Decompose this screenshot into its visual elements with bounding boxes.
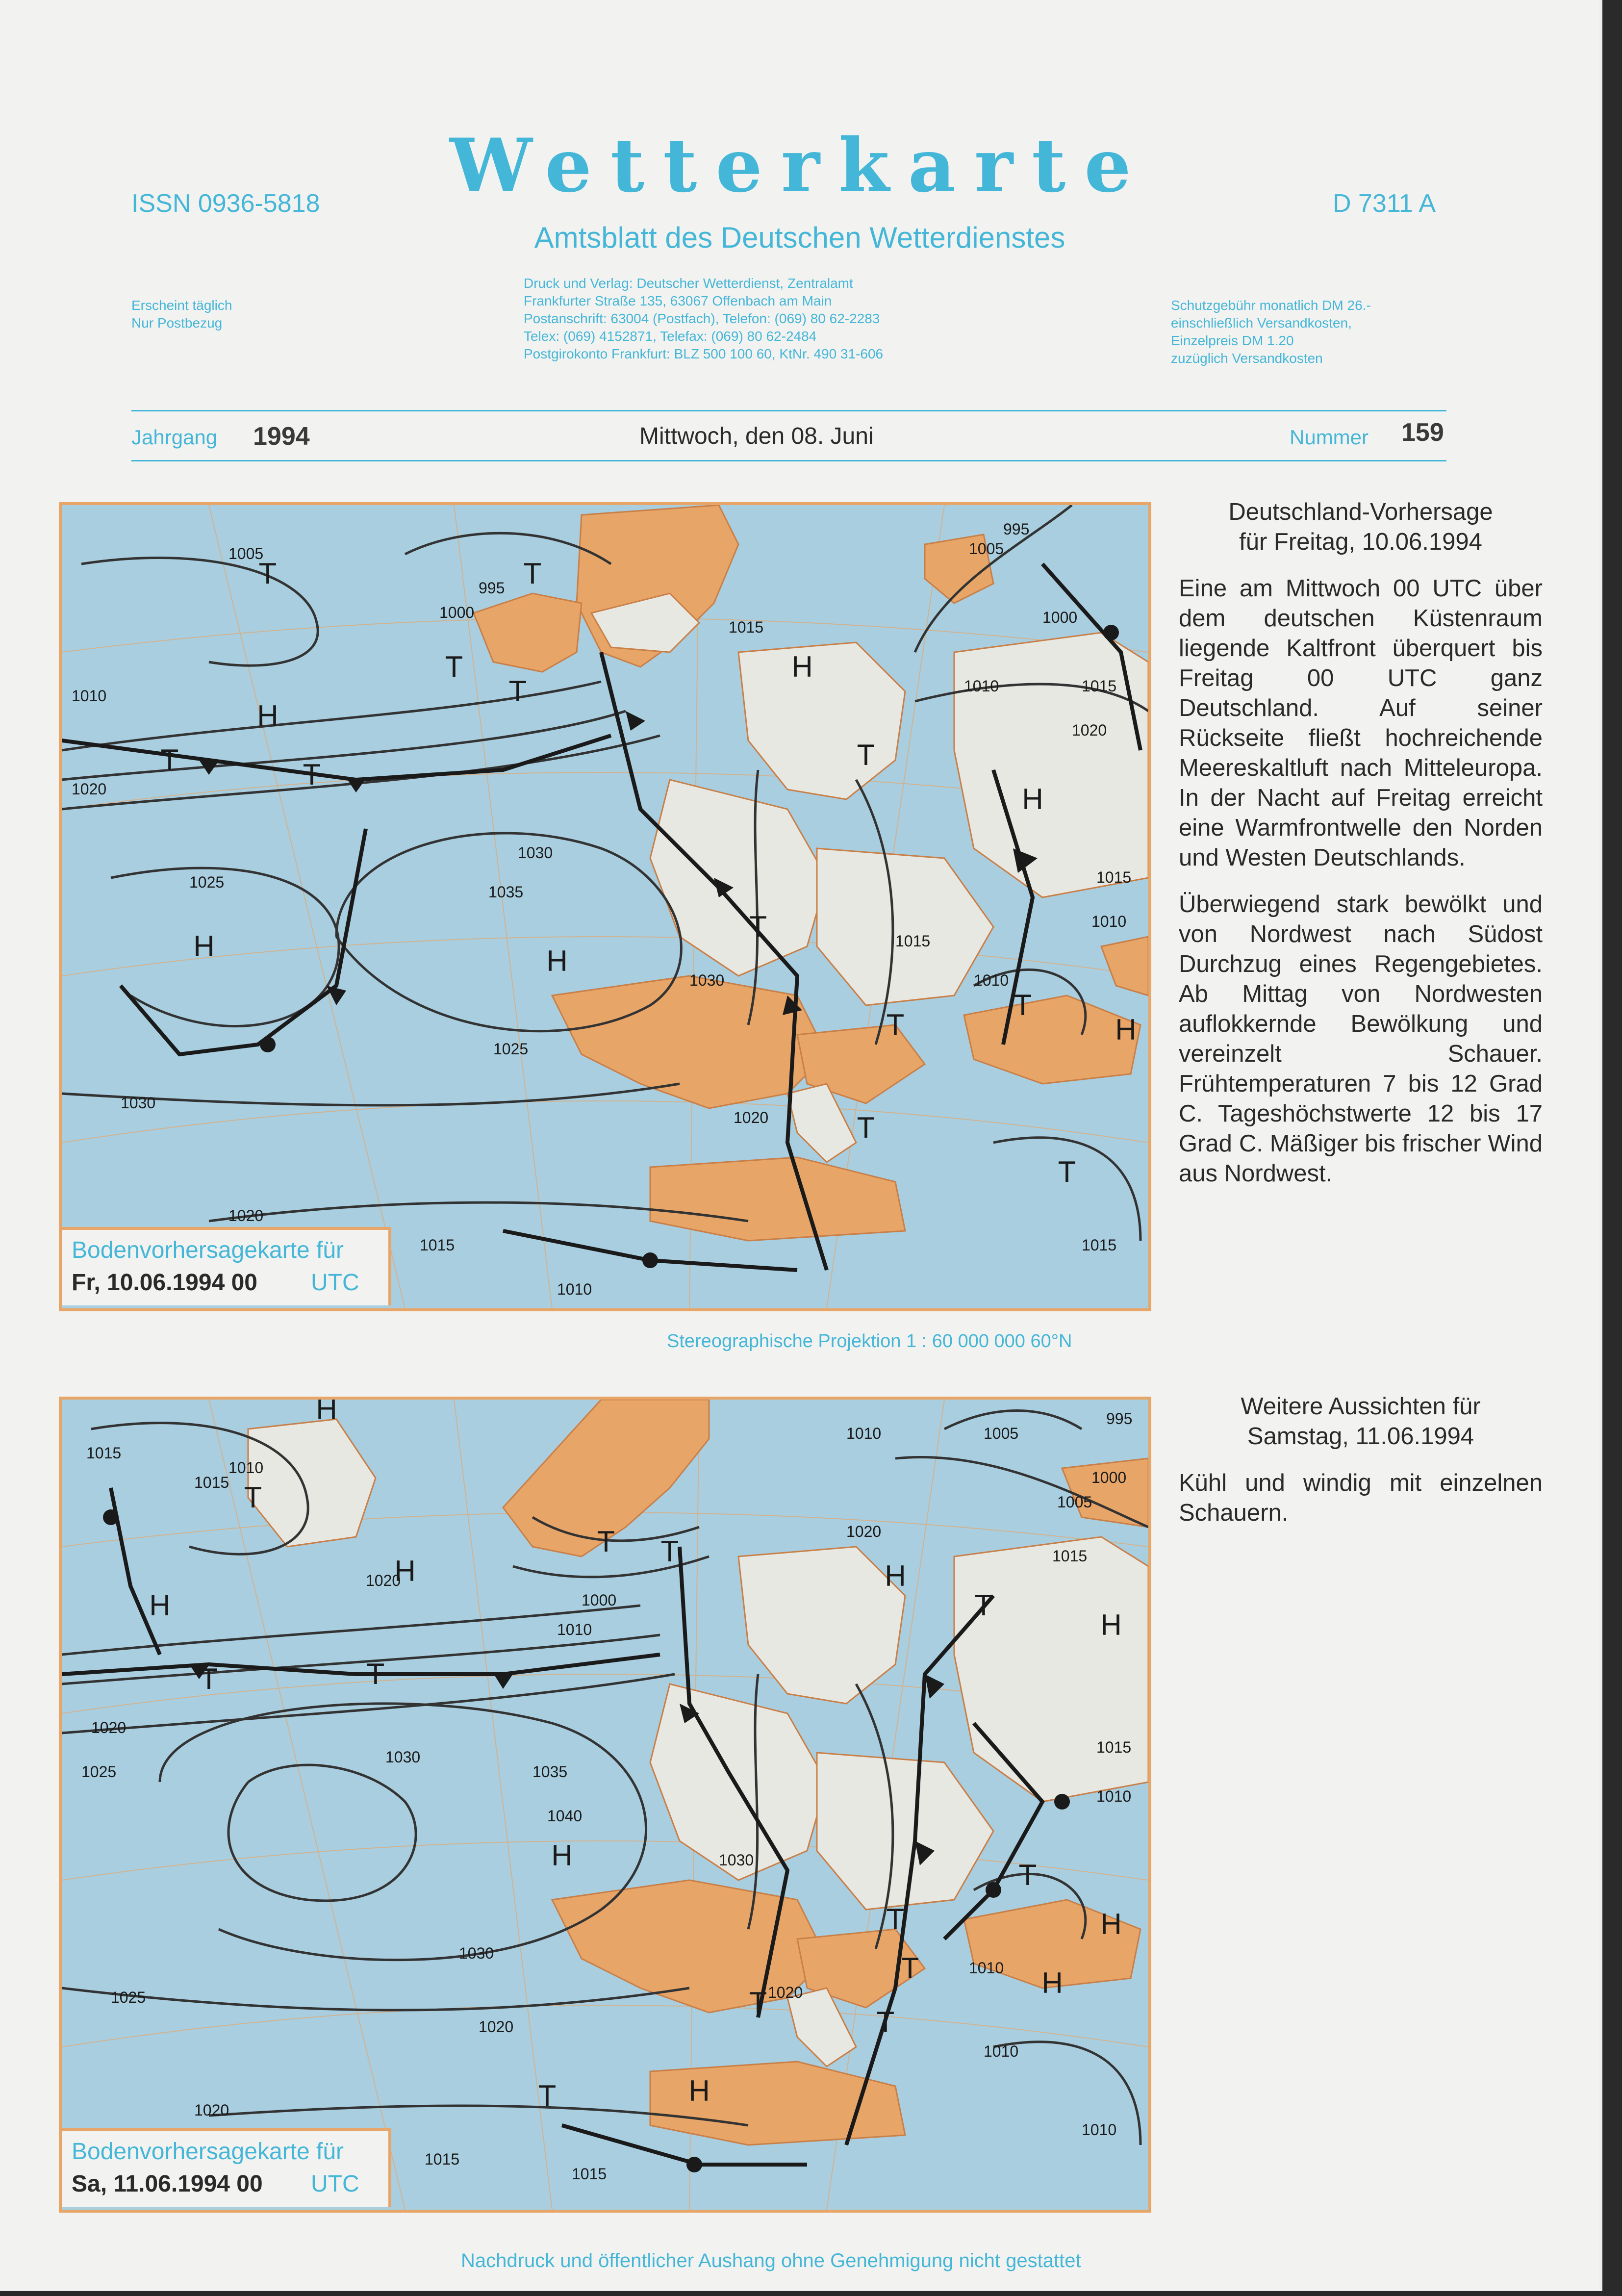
projection-note: Stereographische Projektion 1 : 60 000 000 60°N <box>667 1331 1072 1352</box>
map1-high: H <box>257 699 279 732</box>
isobar-label: 1005 <box>228 545 264 562</box>
isobar-label: 1010 <box>72 687 107 705</box>
scan-edge-bottom <box>0 2291 1622 2296</box>
map1-low: T <box>508 675 527 708</box>
nummer-label: Nummer <box>1290 426 1369 449</box>
publisher-line: Telex: (069) 4152871, Telefax: (069) 80 62-2484 <box>524 329 817 344</box>
map-caption-friday <box>62 1227 391 1305</box>
isobar-label: 1030 <box>121 1094 156 1112</box>
isobar-label: 1025 <box>493 1040 529 1058</box>
map1-high: H <box>1022 783 1043 816</box>
isobar-label: 1025 <box>81 1763 117 1781</box>
map1-high: H <box>791 650 813 683</box>
isobar-label: 1015 <box>425 2150 460 2168</box>
header-rule-top <box>131 410 1446 411</box>
map1-low: T <box>303 758 321 791</box>
map2-high: H <box>316 1400 337 1426</box>
map-drawing <box>62 1400 1148 2210</box>
map-caption-title: Bodenvorhersagekarte für <box>72 2139 344 2165</box>
isobar-label: 1030 <box>518 844 553 862</box>
isobar-label: 995 <box>1106 1410 1133 1428</box>
isobar-label: 1010 <box>1091 913 1127 930</box>
isobar-label: 995 <box>479 579 505 597</box>
isobar-label: 995 <box>1003 520 1030 538</box>
nummer-value: 159 <box>1401 418 1444 447</box>
masthead-subtitle: Amtsblatt des Deutschen Wetterdienstes <box>534 221 1065 254</box>
isobar-label: 1030 <box>689 971 725 989</box>
isobar-label: 1020 <box>194 2101 229 2119</box>
isobar-label: 1015 <box>1096 868 1132 886</box>
map2-low: T <box>974 1589 993 1622</box>
isobar-label: 1000 <box>582 1591 617 1609</box>
isobar-label: 1020 <box>846 1523 882 1540</box>
isobar-label: 1020 <box>366 1572 401 1589</box>
isobar-label: 1030 <box>385 1748 421 1766</box>
isobar-label: 1015 <box>1096 1738 1132 1756</box>
publisher-line: Postgirokonto Frankfurt: BLZ 500 100 60, KtNr. 490 31-606 <box>524 346 884 361</box>
map2-low: T <box>749 1986 767 2019</box>
scan-edge-right <box>1602 0 1622 2296</box>
map2-low: T <box>876 2006 895 2039</box>
map2-high: H <box>1100 1908 1122 1940</box>
isobar-label: 1010 <box>984 2042 1019 2060</box>
map2-low: T <box>538 2079 557 2112</box>
isobar-label: 1010 <box>1082 2121 1117 2139</box>
forecast-heading-line1: Deutschland-Vorhersage <box>1228 499 1493 525</box>
issn-number: ISSN 0936-5818 <box>131 189 320 218</box>
map1-low: T <box>857 739 875 771</box>
forecast-map-friday <box>59 502 1151 1311</box>
map2-low: T <box>244 1481 262 1514</box>
map1-low: T <box>160 743 179 776</box>
forecast-paragraph: Eine am Mittwoch 00 UTC über dem deutschen Küstenraum liegende Kaltfront überquert bis Freitag 00 UTC ganz Deutschland. Auf seiner Rückseite fließt hochreichende Meereskaltluft nach Mitteleuropa. In der Nacht auf Freitag erreicht eine Warmfrontwelle den Norden und Westen Deutschlands. <box>1179 575 1543 871</box>
map-caption-utc: UTC <box>311 2171 359 2197</box>
map2-high: H <box>1100 1608 1122 1641</box>
fee-line: einschließlich Versandkosten, <box>1171 315 1352 331</box>
isobar-label: 1035 <box>532 1763 568 1781</box>
isobar-label: 1010 <box>964 677 999 695</box>
distribution-line: Erscheint täglich <box>131 298 232 313</box>
map1-high: H <box>546 944 568 977</box>
map-caption-date: Sa, 11.06.1994 00 <box>72 2171 263 2197</box>
isobar-label: 1015 <box>420 1236 455 1254</box>
isobar-label: 1020 <box>91 1719 127 1736</box>
isobar-label: 1015 <box>1052 1547 1088 1565</box>
publisher-block <box>524 275 883 363</box>
isobar-label: 1010 <box>974 971 1009 989</box>
map1-high: H <box>193 930 215 963</box>
outlook-column <box>1179 1392 1543 1528</box>
map-caption-title: Bodenvorhersagekarte für <box>72 1237 344 1263</box>
distribution-note <box>131 297 232 332</box>
map1-low: T <box>857 1111 875 1144</box>
reprint-notice: Nachdruck und öffentlicher Aushang ohne Genehmigung nicht gestattet <box>461 2250 1081 2271</box>
isobar-label: 1015 <box>86 1444 122 1462</box>
map2-high: H <box>149 1589 171 1622</box>
map-caption-saturday <box>62 2128 391 2207</box>
isobar-label: 1025 <box>111 1989 146 2006</box>
isobar-label: 1010 <box>228 1459 264 1477</box>
map2-high: H <box>885 1559 906 1592</box>
map2-low: T <box>886 1903 905 1936</box>
isobar-label: 1005 <box>984 1425 1019 1442</box>
isobar-label: 1020 <box>768 1984 803 2001</box>
isobar-label: 1015 <box>895 932 931 950</box>
fee-line: Einzelpreis DM 1.20 <box>1171 333 1294 348</box>
isobar-label: 1000 <box>439 604 475 621</box>
map1-low: T <box>445 650 463 683</box>
outlook-text: Kühl und windig mit einzelnen Schauern. <box>1179 1470 1543 1526</box>
map2-low: T <box>1018 1859 1037 1891</box>
isobar-label: 1015 <box>1082 677 1117 695</box>
isobar-label: 1000 <box>1091 1469 1127 1486</box>
distribution-line: Nur Postbezug <box>131 315 223 331</box>
fee-note <box>1171 297 1371 367</box>
map1-low: T <box>258 557 277 590</box>
map-caption-utc: UTC <box>311 1270 359 1296</box>
publisher-line: Postanschrift: 63004 (Postfach), Telefon: (069) 80 62-2283 <box>524 311 880 326</box>
isobar-label: 1010 <box>557 1280 592 1298</box>
map1-low: T <box>749 910 767 943</box>
map1-high: H <box>1115 1013 1137 1046</box>
isobar-label: 1010 <box>969 1959 1004 1977</box>
map1-low: T <box>886 1008 905 1041</box>
isobar-label: 1005 <box>969 540 1004 558</box>
isobar-label: 1020 <box>72 780 107 798</box>
map-caption-date: Fr, 10.06.1994 00 <box>72 1270 257 1296</box>
map2-low: T <box>660 1535 679 1568</box>
map1-low: T <box>523 557 542 590</box>
map2-high: H <box>394 1555 416 1587</box>
isobar-label: 1030 <box>719 1851 754 1869</box>
forecast-paragraph: Überwiegend stark bewölkt und von Nordwest nach Südost Durchzug eines Regengebietes. Ab Mittag von Nordwesten auflokkernde Bewölkung und vereinzelt Schauer. Frühtemperaturen 7 bis 12 Grad C. Tageshöchstwerte 12 bis 17 Grad C. Mäßiger bis frischer Wind aus Nordwest. <box>1179 891 1543 1187</box>
jahrgang-label: Jahrgang <box>131 426 218 449</box>
map2-high: H <box>1041 1966 1063 1999</box>
isobar-label: 1015 <box>572 2165 607 2183</box>
postal-number: D 7311 A <box>1333 189 1436 218</box>
isobar-label: 1020 <box>1072 721 1107 739</box>
map2-high: H <box>551 1839 573 1872</box>
publisher-line: Frankfurter Straße 135, 63067 Offenbach am Main <box>524 293 832 308</box>
map1-low: T <box>1014 989 1032 1021</box>
isobar-label: 1000 <box>1042 609 1078 626</box>
isobar-label: 1035 <box>488 883 524 901</box>
isobar-label: 1010 <box>557 1621 592 1638</box>
fee-line: Schutzgebühr monatlich DM 26.- <box>1171 298 1371 313</box>
map2-high: H <box>688 2074 710 2107</box>
issue-date: Mittwoch, den 08. Juni <box>639 423 874 449</box>
isobar-label: 1025 <box>189 873 225 891</box>
outlook-heading-line1: Weitere Aussichten für <box>1241 1393 1481 1420</box>
isobar-label: 1020 <box>479 2018 514 2036</box>
isobar-label: 1015 <box>1082 1236 1117 1254</box>
forecast-column <box>1179 497 1543 1189</box>
forecast-heading-line2: für Freitag, 10.06.1994 <box>1239 529 1482 555</box>
isobar-label: 1015 <box>194 1474 229 1491</box>
publisher-line: Druck und Verlag: Deutscher Wetterdienst, Zentralamt <box>524 276 853 291</box>
isobar-label: 1015 <box>729 618 764 636</box>
map2-low: T <box>200 1662 218 1695</box>
isobar-label: 1010 <box>846 1425 882 1442</box>
outlook-heading-line2: Samstag, 11.06.1994 <box>1247 1423 1474 1450</box>
isobar-label: 1020 <box>228 1207 264 1225</box>
map-drawing <box>62 505 1148 1308</box>
forecast-map-saturday <box>59 1397 1151 2213</box>
map2-low: T <box>366 1658 385 1690</box>
isobar-label: 1010 <box>1096 1787 1132 1805</box>
map2-low: T <box>597 1525 615 1558</box>
masthead-title: Wetterkarte <box>450 123 1150 209</box>
fee-line: zuzüglich Versandkosten <box>1171 351 1323 366</box>
map1-low: T <box>1058 1155 1076 1188</box>
isobar-label: 1020 <box>734 1109 769 1126</box>
map2-low: T <box>901 1952 919 1985</box>
jahrgang-value: 1994 <box>253 422 310 451</box>
isobar-label: 1030 <box>459 1944 494 1962</box>
isobar-label: 1040 <box>547 1807 583 1825</box>
header-rule-bottom <box>131 460 1446 461</box>
isobar-label: 1005 <box>1057 1493 1092 1511</box>
